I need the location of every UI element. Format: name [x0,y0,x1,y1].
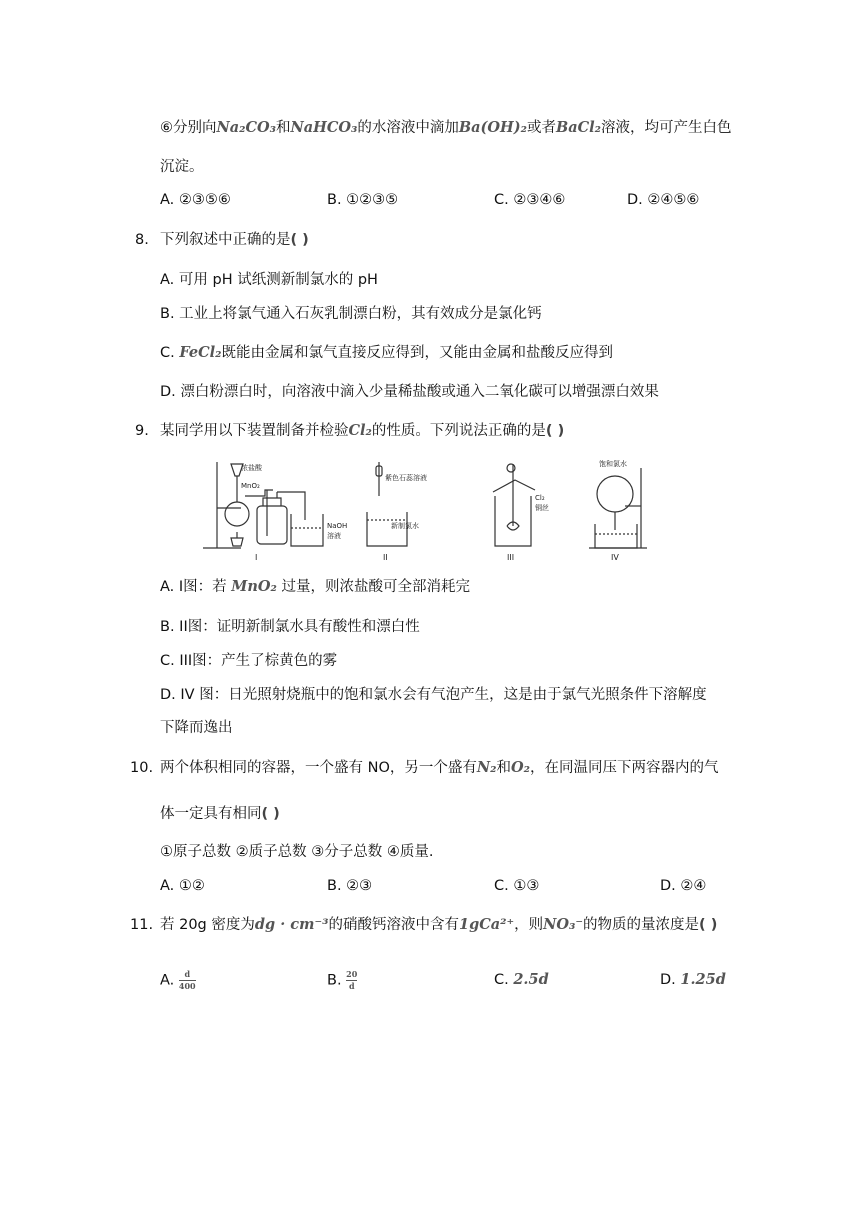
label-hcl: 浓盐酸 [241,464,262,472]
q8-number: 8. [135,232,149,248]
q9-apparatus-figure [195,456,665,564]
formula-bacl2: BaCl₂ [555,119,602,136]
q10-number: 10. [130,760,154,776]
q10-items: ①原子总数 ②质子总数 ③分子总数 ④质量. [160,844,434,860]
q11-option-b[interactable]: B. $\frac{20}{d}$ [327,969,358,991]
q11-option-a[interactable]: A. $\frac{d}{400}$ [160,969,196,991]
fraction-20-over-d: $\frac{20}{d}$ [346,969,358,991]
q8-option-c[interactable]: C. FeCl₂既能由金属和氯气直接反应得到，又能由金属和盐酸反应得到 [160,344,613,361]
q11-option-d[interactable]: D. 1.25d [660,971,726,988]
formula-nahco3: NaHCO₃ [290,119,358,136]
q10-stem: 两个体积相同的容器，一个盛有 NO，另一个盛有N₂和O₂，在同温同压下两容器内的气 [160,759,719,776]
q9-option-a[interactable]: A. I图：若 MnO₂ 过量，则浓盐酸可全部消耗完 [160,578,470,595]
formula-ca: 1gCa²⁺ [458,916,515,933]
formula-n2: N₂ [476,759,497,776]
apparatus-iii [493,464,535,546]
label-naoh-2: 溶液 [327,532,341,540]
answer-paren: ( ) [290,232,309,248]
formula-baoh2: Ba(OH)₂ [458,119,527,136]
answer-paren: ( ) [699,917,718,933]
q9-option-d[interactable]: D. IV 图：日光照射烧瓶中的饱和氯水会有气泡产生，这是由于氯气光照条件下溶解度 [160,687,707,703]
q9-number: 9. [135,423,149,439]
value-2-5d: 2.5d [513,971,549,988]
formula-o2: O₂ [510,759,530,776]
label-ii: II [383,553,388,562]
label-iv: IV [611,553,619,562]
label-iii: III [507,553,515,562]
q10-option-c[interactable]: C. ①③ [494,878,540,894]
apparatus-i [203,462,323,548]
label-litmus: 紫色石蕊溶液 [385,474,427,482]
label-i: I [255,553,258,562]
q11-number: 11. [130,917,154,933]
q7-option-b[interactable]: B. ①②③⑤ [327,192,399,208]
q8-stem: 下列叙述中正确的是( ) [160,232,309,248]
q11-stem: 若 20g 密度为dg · cm⁻³的硝酸钙溶液中含有1gCa²⁺，则NO₃⁻的物质的量浓度是( ) [160,916,718,933]
q10-option-a[interactable]: A. ①② [160,878,205,894]
q8-option-a[interactable]: A. 可用 pH 试纸测新制氯水的 pH [160,272,378,288]
q10-stem-cont: 体一定具有相同( ) [160,806,280,822]
q7-option-c[interactable]: C. ②③④⑥ [494,192,566,208]
q9-stem: 某同学用以下装置制备并检验Cl₂的性质。下列说法正确的是( ) [160,422,565,439]
q7-statement-6-cont: 沉淀。 [160,159,204,175]
q9-option-d-cont: 下降而逸出 [160,720,233,736]
formula-density: dg · cm⁻³ [254,916,329,933]
q10-option-d[interactable]: D. ②④ [660,878,707,894]
formula-cl2: Cl₂ [348,422,372,439]
formula-fecl2: FeCl₂ [179,344,222,361]
apparatus-iv [589,468,647,548]
label-saturated: 饱和氯水 [599,460,627,468]
q9-option-b[interactable]: B. II图：证明新制氯水具有酸性和漂白性 [160,619,420,635]
formula-na2co3: Na₂CO₃ [216,119,277,136]
value-1-25d: 1.25d [680,971,726,988]
label-naoh: NaOH [327,522,348,530]
formula-mno2: MnO₂ [231,578,277,595]
q9-option-c[interactable]: C. III图：产生了棕黄色的雾 [160,653,338,669]
q7-option-d[interactable]: D. ②④⑤⑥ [627,192,700,208]
label-cu: 铜丝 [535,504,549,512]
q11-option-c[interactable]: C. 2.5d [494,971,549,988]
label-mno2: MnO₂ [241,482,260,490]
q7-option-a[interactable]: A. ②③⑤⑥ [160,192,231,208]
answer-paren: ( ) [545,423,565,439]
q8-option-d[interactable]: D. 漂白粉漂白时，向溶液中滴入少量稀盐酸或通入二氧化碳可以增强漂白效果 [160,384,659,400]
q7-statement-6: ⑥分别向Na₂CO₃和NaHCO₃的水溶液中滴加Ba(OH)₂或者BaCl₂溶液，均可产生白色 [160,119,732,136]
formula-no3: NO₃⁻ [543,916,584,933]
label-chlorine-water: 新制氯水 [391,522,419,530]
q8-option-b[interactable]: B. 工业上将氯气通入石灰乳制漂白粉，其有效成分是氯化钙 [160,306,542,322]
label-cl2: Cl₂ [535,494,545,502]
answer-paren: ( ) [261,806,280,822]
fraction-d-over-400: $\frac{d}{400}$ [178,969,196,991]
q10-option-b[interactable]: B. ②③ [327,878,373,894]
